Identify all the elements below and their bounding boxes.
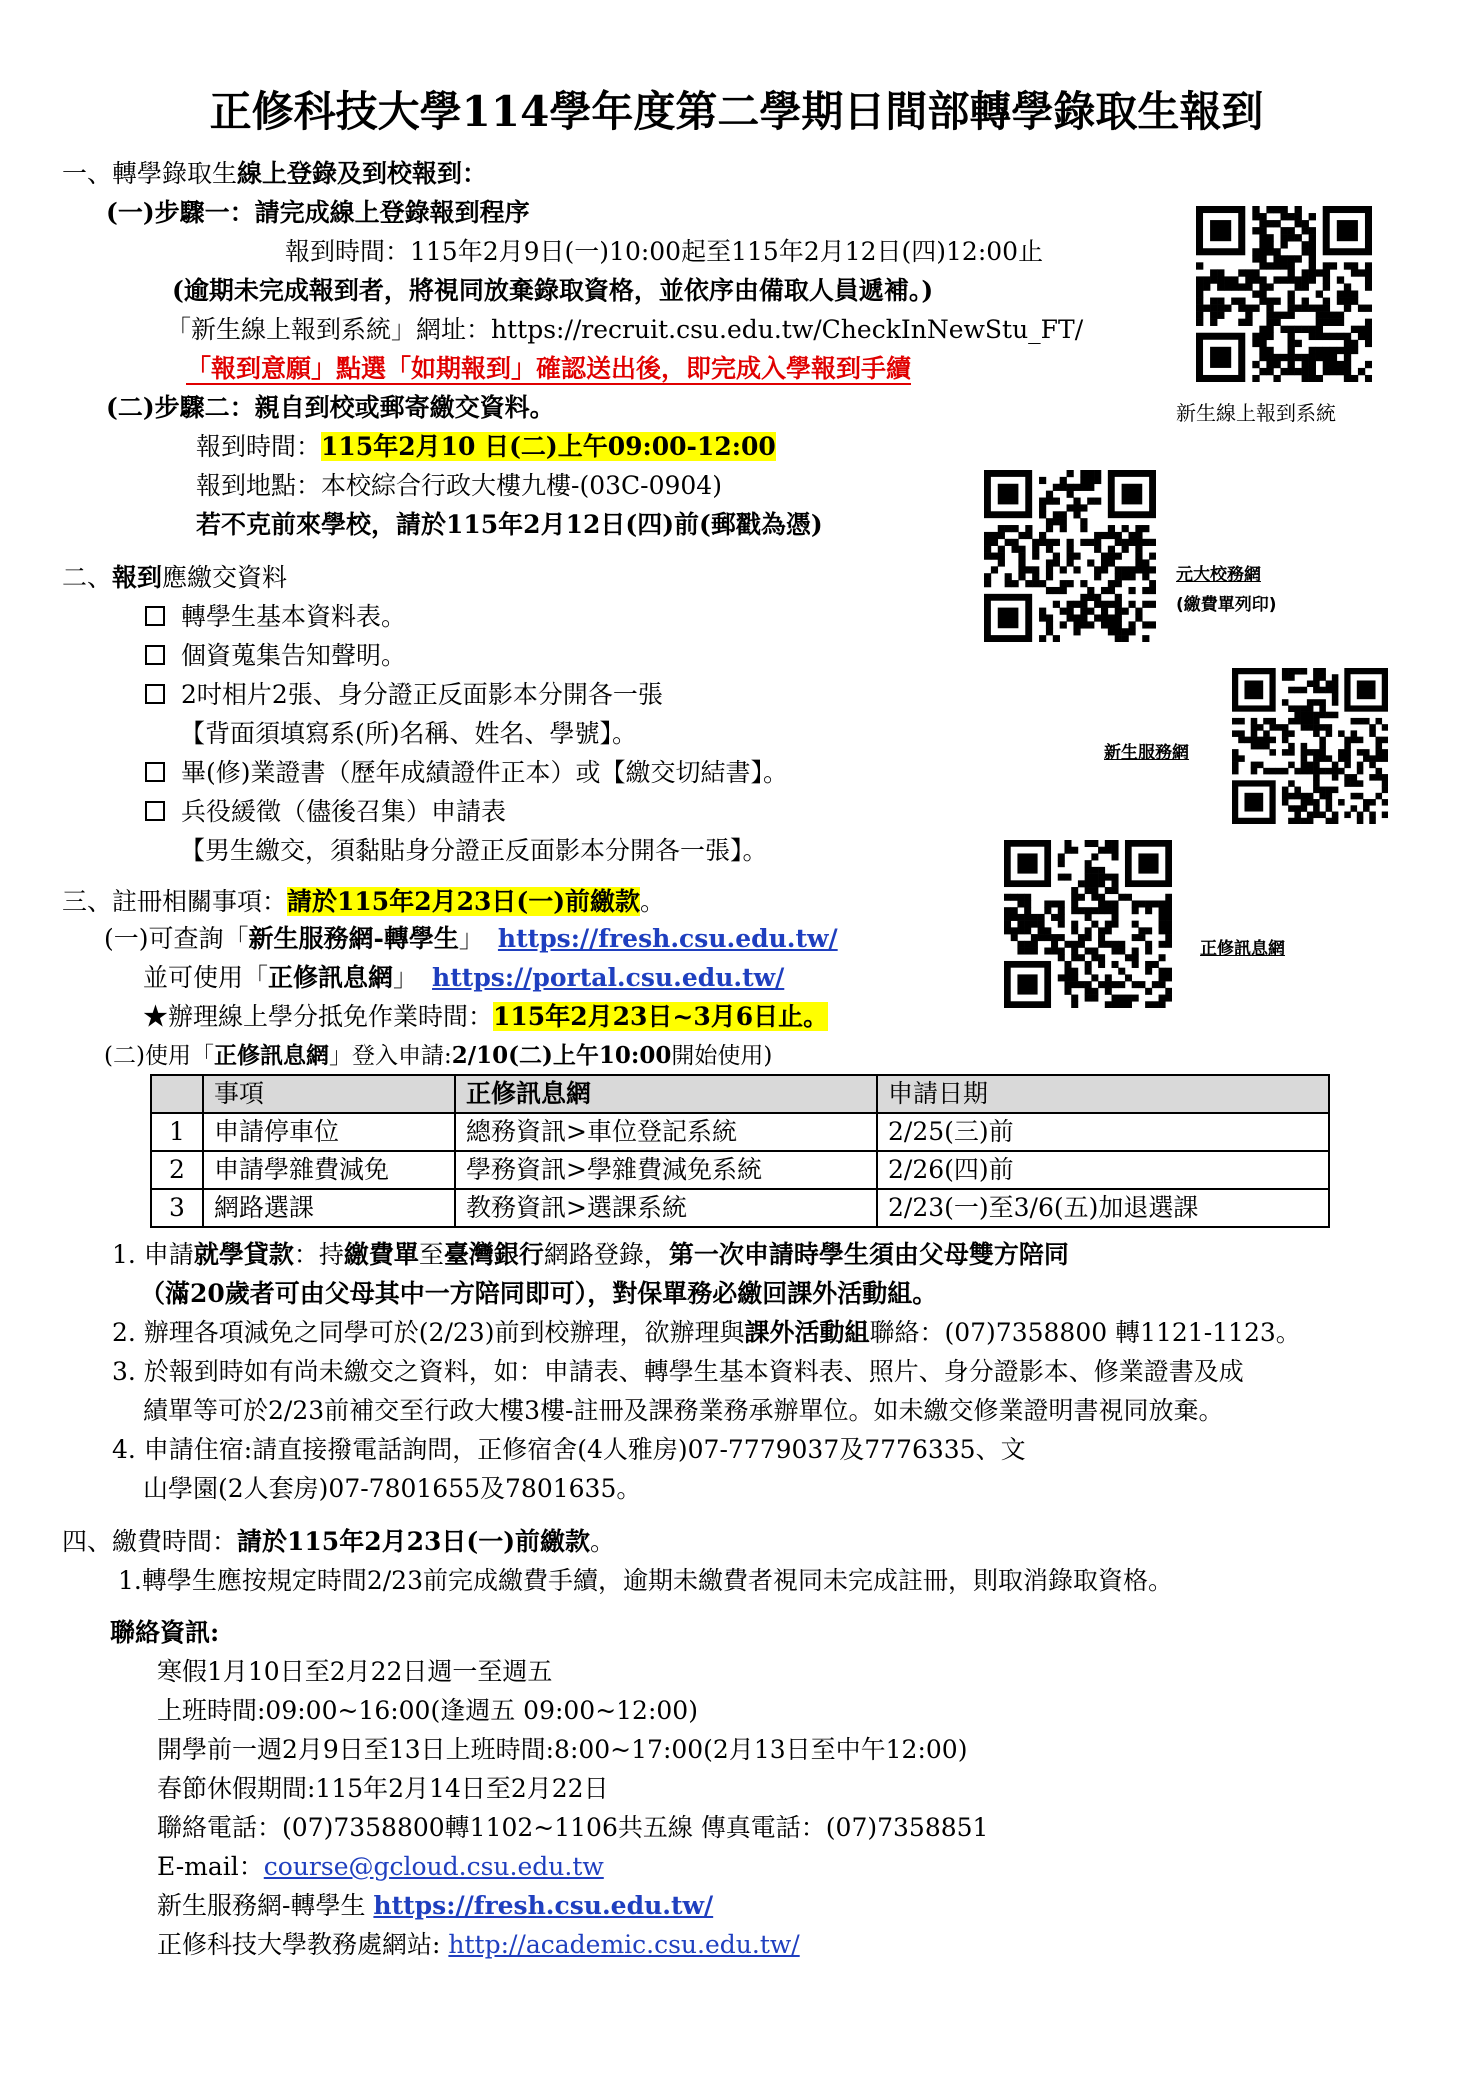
table-cell: 1 bbox=[151, 1113, 203, 1151]
contact-line: 開學前一週2月9日至13日上班時間:8:00~17:00(2月13日至中午12:00) bbox=[157, 1735, 968, 1764]
query-suffix: 」 bbox=[458, 924, 484, 953]
step1-title: (一)步驟一：請完成線上登錄報到程序 bbox=[106, 198, 530, 227]
contact-line: 春節休假期間:115年2月14日至2月22日 bbox=[157, 1774, 609, 1803]
checklist-item bbox=[145, 755, 788, 791]
checklist-item-label: 兵役緩徵（儘後召集）申請表 bbox=[181, 797, 507, 826]
note-4-line1: 4. 申請住宿:請直接撥電話詢問，正修宿舍(4人雅房)07-7779037及7776335、文 bbox=[112, 1435, 1026, 1464]
query-bold: 新生服務網-轉學生 bbox=[248, 924, 459, 953]
qr-portal-icon[interactable] bbox=[1004, 840, 1172, 1008]
page-title: 正修科技大學114學年度第二學期日間部轉學錄取生報到 bbox=[209, 87, 1264, 136]
section-3-heading-suffix: 。 bbox=[640, 887, 666, 916]
credit-highlight: 115年2月23日~3月6日止。 bbox=[493, 1002, 829, 1031]
checklist-item-note: 【背面須填寫系(所)名稱、姓名、學號】。 bbox=[180, 719, 638, 748]
table-cell: 網路選課 bbox=[203, 1189, 455, 1227]
portal-line bbox=[143, 960, 784, 996]
checklist-item bbox=[145, 677, 663, 713]
section-3-heading bbox=[62, 884, 665, 920]
note-1-part: ：持 bbox=[293, 1240, 344, 1269]
note-1-part: 繳費單 bbox=[343, 1240, 419, 1269]
section-4-heading-prefix: 四、繳費時間： bbox=[62, 1527, 238, 1556]
note-1 bbox=[112, 1237, 1069, 1273]
credit-line bbox=[143, 999, 828, 1035]
checklist-item bbox=[145, 794, 506, 830]
table-cell: 2/23(一)至3/6(五)加退選課 bbox=[877, 1189, 1329, 1227]
checklist-item-label: 轉學生基本資料表。 bbox=[181, 602, 407, 631]
step2-mail: 若不克前來學校，請於115年2月12日(四)前(郵戳為憑) bbox=[196, 510, 823, 539]
note-1-part: 至 bbox=[418, 1240, 444, 1269]
table-cell: 2/26(四)前 bbox=[877, 1151, 1329, 1189]
section-1-heading-bold: 線上登錄及到校報到： bbox=[237, 159, 488, 188]
qr-portal-label: 正修訊息網 bbox=[1200, 939, 1285, 959]
table-cell: 總務資訊>車位登記系統 bbox=[455, 1113, 877, 1151]
academic-link[interactable]: http://academic.csu.edu.tw/ bbox=[448, 1930, 800, 1959]
note-1-part: 1. 申請 bbox=[112, 1240, 194, 1269]
use-bold: 正修訊息網 bbox=[213, 1042, 329, 1069]
qr-fresh-icon[interactable] bbox=[1232, 668, 1388, 824]
section-4-heading-bold: 請於115年2月23日(一)前繳款 bbox=[237, 1527, 591, 1556]
checklist-item bbox=[145, 638, 406, 674]
table-header-cell: 申請日期 bbox=[877, 1075, 1329, 1113]
checkbox-icon[interactable] bbox=[145, 606, 165, 626]
table-row bbox=[151, 1113, 1329, 1151]
section-3-heading-highlight: 請於115年2月23日(一)前繳款 bbox=[287, 887, 641, 916]
section-1-heading-prefix: 一、轉學錄取生 bbox=[62, 159, 238, 188]
table-cell: 申請學雜費減免 bbox=[203, 1151, 455, 1189]
query-line bbox=[104, 921, 838, 957]
table-row bbox=[151, 1151, 1329, 1189]
checklist-item-label: 畢(修)業證書（歷年成績證件正本）或【繳交切結書】。 bbox=[181, 758, 789, 787]
email-label: E-mail： bbox=[157, 1852, 264, 1881]
table-cell: 學務資訊>學雜費減免系統 bbox=[455, 1151, 877, 1189]
table-header-cell: 正修訊息網 bbox=[455, 1075, 877, 1113]
step2-place: 報到地點：本校綜合行政大樓九樓-(03C-0904) bbox=[196, 471, 722, 500]
qr-checkin-label: 新生線上報到系統 bbox=[1176, 401, 1336, 425]
note-2-part: 聯絡：(07)7358800 轉1121-1123。 bbox=[869, 1318, 1301, 1347]
contact-fresh-line bbox=[157, 1888, 713, 1924]
checkbox-icon[interactable] bbox=[145, 762, 165, 782]
step1-url[interactable]: 「新生線上報到系統」網址：https://recruit.csu.edu.tw/CheckInNewStu_FT/ bbox=[166, 315, 1084, 344]
note-2 bbox=[112, 1315, 1301, 1351]
qr-yuanta-sublabel: (繳費單列印) bbox=[1176, 595, 1277, 615]
contact-line: 聯絡電話：(07)7358800轉1102~1106共五線 傳真電話：(07)7358851 bbox=[157, 1813, 989, 1842]
step2-title: (二)步驟二：親自到校或郵寄繳交資料。 bbox=[106, 393, 555, 422]
table-cell: 2/25(三)前 bbox=[877, 1113, 1329, 1151]
checkbox-icon[interactable] bbox=[145, 684, 165, 704]
section-4-heading-suffix: 。 bbox=[590, 1527, 616, 1556]
contact-line: 寒假1月10日至2月22日週一至週五 bbox=[157, 1657, 553, 1686]
fresh-label: 新生服務網-轉學生 bbox=[157, 1891, 374, 1920]
section-1-heading bbox=[62, 156, 487, 192]
note-2-part: 2. 辦理各項減免之同學可於(2/23)前到校辦理，欲辦理與 bbox=[112, 1318, 745, 1347]
query-prefix: (一)可查詢「 bbox=[104, 924, 249, 953]
step1-red-text: 「報到意願」點選「如期報到」確認送出後，即完成入學報到手續 bbox=[186, 354, 912, 383]
step1-note: (逾期未完成報到者，將視同放棄錄取資格，並依序由備取人員遞補。) bbox=[172, 276, 934, 305]
contact-email-line bbox=[157, 1849, 604, 1885]
section-2-heading-bold: 報到 bbox=[112, 563, 163, 592]
note-1-part: 就學貸款 bbox=[193, 1240, 294, 1269]
note-2-part: 課外活動組 bbox=[744, 1318, 870, 1347]
qr-yuanta-label: 元大校務網 bbox=[1176, 565, 1261, 585]
table-header-cell: 事項 bbox=[203, 1075, 455, 1113]
credit-prefix: ★辦理線上學分抵免作業時間： bbox=[143, 1002, 494, 1031]
step2-time bbox=[196, 429, 776, 465]
qr-checkin-icon[interactable] bbox=[1196, 206, 1372, 382]
table-cell: 3 bbox=[151, 1189, 203, 1227]
table-cell: 申請停車位 bbox=[203, 1113, 455, 1151]
use-end: 開始使用) bbox=[671, 1043, 773, 1069]
contact-academic-line bbox=[157, 1927, 800, 1963]
step1-red-instruction bbox=[186, 351, 911, 387]
checklist-item-label: 個資蒐集告知聲明。 bbox=[181, 641, 407, 670]
checkbox-icon[interactable] bbox=[145, 801, 165, 821]
use-line bbox=[104, 1038, 772, 1074]
contact-heading: 聯絡資訊: bbox=[110, 1618, 220, 1647]
qr-yuanta-icon[interactable] bbox=[984, 470, 1156, 642]
note-1-line2: （滿20歲者可由父母其中一方陪同即可），對保單務必繳回課外活動組。 bbox=[140, 1279, 938, 1308]
step2-time-value: 115年2月10 日(二)上午09:00-12:00 bbox=[321, 432, 776, 461]
note-3-line1: 3. 於報到時如有尚未繳交之資料，如：申請表、轉學生基本資料表、照片、身分證影本、修業證書及成 bbox=[112, 1357, 1244, 1386]
note-4-line2: 山學園(2人套房)07-7801655及7801635。 bbox=[143, 1474, 642, 1503]
contact-line: 上班時間:09:00~16:00(逢週五 09:00~12:00) bbox=[157, 1696, 698, 1725]
portal-link[interactable]: https://portal.csu.edu.tw/ bbox=[432, 963, 785, 992]
section-4-heading bbox=[62, 1524, 615, 1560]
checklist-item-note: 【男生繳交，須黏貼身分證正反面影本分開各一張】。 bbox=[180, 836, 768, 865]
table-header-cell bbox=[151, 1075, 203, 1113]
note-3-line2: 績單等可於2/23前補交至行政大樓3樓-註冊及課務業務承辦單位。如未繳交修業證明書視同放棄。 bbox=[143, 1396, 1224, 1425]
portal-suffix: 」 bbox=[393, 963, 419, 992]
section-3-heading-prefix: 三、註冊相關事項： bbox=[62, 887, 288, 916]
note-1-part: 網路登錄， bbox=[543, 1240, 669, 1269]
portal-prefix: 並可使用「 bbox=[143, 963, 269, 992]
portal-bold: 正修訊息網 bbox=[268, 963, 394, 992]
use-suffix: 」登入申請: bbox=[328, 1043, 452, 1069]
section-4-item: 1.轉學生應按規定時間2/23前完成繳費手續，逾期未繳費者視同未完成註冊，則取消錄取資格。 bbox=[118, 1566, 1173, 1595]
checklist-item-label: 2吋相片2張、身分證正反面影本分開各一張 bbox=[181, 680, 663, 709]
section-2-heading-suffix: 應繳交資料 bbox=[162, 563, 288, 592]
checklist-item bbox=[145, 599, 406, 635]
note-1-part: 第一次申請時學生須由父母雙方陪同 bbox=[668, 1240, 1069, 1269]
fresh-link-contact[interactable]: https://fresh.csu.edu.tw/ bbox=[373, 1891, 714, 1920]
section-2-heading-prefix: 二、 bbox=[62, 563, 113, 592]
fresh-link[interactable]: https://fresh.csu.edu.tw/ bbox=[497, 924, 838, 953]
note-1-part: 臺灣銀行 bbox=[443, 1240, 544, 1269]
table-header-row bbox=[151, 1075, 1329, 1113]
application-table bbox=[150, 1074, 1330, 1228]
qr-fresh-label: 新生服務網 bbox=[1104, 743, 1189, 763]
step2-time-label: 報到時間： bbox=[196, 432, 322, 461]
step1-time: 報到時間：115年2月9日(一)10:00起至115年2月12日(四)12:00止 bbox=[285, 237, 1044, 266]
table-cell: 2 bbox=[151, 1151, 203, 1189]
academic-label: 正修科技大學教務處網站: bbox=[157, 1930, 449, 1959]
table-row bbox=[151, 1189, 1329, 1227]
email-link[interactable]: course@gcloud.csu.edu.tw bbox=[263, 1852, 604, 1881]
use-prefix: (二)使用「 bbox=[104, 1043, 214, 1069]
section-2-heading bbox=[62, 560, 287, 596]
table-cell: 教務資訊>選課系統 bbox=[455, 1189, 877, 1227]
checkbox-icon[interactable] bbox=[145, 645, 165, 665]
use-time: 2/10(二)上午10:00 bbox=[451, 1042, 672, 1069]
